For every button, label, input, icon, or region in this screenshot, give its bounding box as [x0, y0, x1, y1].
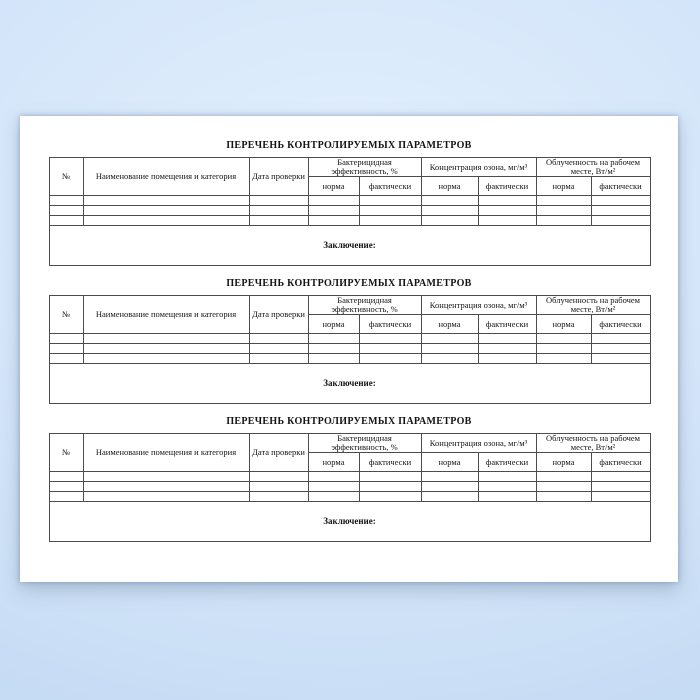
table-cell — [591, 482, 650, 492]
table-cell — [308, 482, 359, 492]
table-cell — [421, 334, 478, 344]
table-cell — [591, 216, 650, 226]
table-cell — [359, 492, 421, 502]
table-cell — [359, 206, 421, 216]
column-header-date: Дата проверки — [249, 434, 308, 472]
column-header-room: Наименование помещения и категория — [83, 296, 249, 334]
table-cell — [359, 216, 421, 226]
table-cell — [421, 216, 478, 226]
table-cell — [591, 344, 650, 354]
subheader-irradiance-norm: норма — [536, 453, 591, 472]
column-header-room: Наименование помещения и категория — [83, 158, 249, 196]
column-group-bactericidal-effectiveness: Бактерицидная эффективность, % — [308, 158, 421, 177]
table-row — [49, 482, 650, 492]
table-cell — [478, 344, 536, 354]
table-row — [49, 344, 650, 354]
table-cell — [249, 354, 308, 364]
parameters-table-block — [49, 416, 650, 542]
subheader-bactericidal-actual: фактически — [359, 177, 421, 196]
table-cell — [249, 334, 308, 344]
column-header-number: № — [49, 434, 83, 472]
column-group-bactericidal-effectiveness: Бактерицидная эффективность, % — [308, 296, 421, 315]
table-cell — [83, 472, 249, 482]
conclusion-label: Заключение: — [323, 240, 376, 250]
conclusion-label: Заключение: — [323, 516, 376, 526]
table-cell — [83, 334, 249, 344]
subheader-ozone-norm: норма — [421, 453, 478, 472]
table-title: ПЕРЕЧЕНЬ КОНТРОЛИРУЕМЫХ ПАРАМЕТРОВ — [226, 416, 472, 427]
conclusion-cell — [49, 226, 650, 266]
table-cell — [49, 492, 83, 502]
table-cell — [536, 216, 591, 226]
table-cell — [591, 334, 650, 344]
table-cell — [536, 334, 591, 344]
subheader-bactericidal-norm: норма — [308, 453, 359, 472]
table-cell — [359, 472, 421, 482]
table-row — [49, 216, 650, 226]
table-cell — [359, 344, 421, 354]
table-row — [49, 196, 650, 206]
table-cell — [49, 216, 83, 226]
column-group-workplace-irradiance: Облученность на рабочем месте, Вт/м² — [536, 296, 650, 315]
table-cell — [536, 354, 591, 364]
conclusion-row — [49, 226, 650, 266]
conclusion-cell — [49, 364, 650, 404]
table-body — [49, 334, 650, 364]
table-cell — [249, 482, 308, 492]
subheader-irradiance-norm: норма — [536, 315, 591, 334]
table-cell — [536, 344, 591, 354]
header-row-main — [49, 296, 650, 315]
table-cell — [421, 482, 478, 492]
subheader-irradiance-actual: фактически — [591, 453, 650, 472]
conclusion-cell — [49, 502, 650, 542]
table-cell — [308, 344, 359, 354]
table-cell — [249, 206, 308, 216]
column-header-date: Дата проверки — [249, 296, 308, 334]
table-cell — [49, 196, 83, 206]
table-cell — [591, 492, 650, 502]
controlled-parameters-table — [49, 157, 651, 266]
column-header-date: Дата проверки — [249, 158, 308, 196]
subheader-bactericidal-norm: норма — [308, 177, 359, 196]
table-cell — [49, 206, 83, 216]
table-cell — [421, 206, 478, 216]
table-cell — [249, 216, 308, 226]
conclusion-label: Заключение: — [323, 378, 376, 388]
table-cell — [249, 196, 308, 206]
table-row — [49, 206, 650, 216]
table-cell — [249, 492, 308, 502]
table-cell — [308, 196, 359, 206]
table-cell — [536, 196, 591, 206]
table-cell — [591, 472, 650, 482]
table-row — [49, 472, 650, 482]
table-cell — [536, 472, 591, 482]
table-cell — [421, 492, 478, 502]
header-row-main — [49, 158, 650, 177]
table-cell — [308, 472, 359, 482]
table-cell — [478, 216, 536, 226]
header-row-main — [49, 434, 650, 453]
table-cell — [591, 354, 650, 364]
document-page — [20, 116, 678, 582]
column-header-room: Наименование помещения и категория — [83, 434, 249, 472]
column-header-number: № — [49, 296, 83, 334]
table-cell — [359, 354, 421, 364]
table-cell — [359, 482, 421, 492]
table-cell — [359, 196, 421, 206]
table-cell — [478, 354, 536, 364]
table-cell — [421, 472, 478, 482]
table-cell — [478, 482, 536, 492]
table-cell — [536, 492, 591, 502]
column-group-workplace-irradiance: Облученность на рабочем месте, Вт/м² — [536, 434, 650, 453]
subheader-ozone-norm: норма — [421, 177, 478, 196]
table-cell — [591, 196, 650, 206]
table-cell — [83, 492, 249, 502]
controlled-parameters-table — [49, 295, 651, 404]
subheader-ozone-norm: норма — [421, 315, 478, 334]
table-cell — [308, 492, 359, 502]
table-cell — [49, 334, 83, 344]
table-cell — [83, 354, 249, 364]
table-cell — [478, 492, 536, 502]
subheader-ozone-actual: фактически — [478, 453, 536, 472]
column-group-ozone-concentration: Концентрация озона, мг/м³ — [421, 158, 536, 177]
table-cell — [83, 482, 249, 492]
table-cell — [249, 344, 308, 354]
table-cell — [308, 206, 359, 216]
column-group-ozone-concentration: Концентрация озона, мг/м³ — [421, 296, 536, 315]
subheader-irradiance-norm: норма — [536, 177, 591, 196]
subheader-ozone-actual: фактически — [478, 177, 536, 196]
conclusion-row — [49, 502, 650, 542]
column-group-workplace-irradiance: Облученность на рабочем месте, Вт/м² — [536, 158, 650, 177]
table-cell — [359, 334, 421, 344]
subheader-irradiance-actual: фактически — [591, 177, 650, 196]
table-cell — [83, 216, 249, 226]
table-title: ПЕРЕЧЕНЬ КОНТРОЛИРУЕМЫХ ПАРАМЕТРОВ — [226, 278, 472, 289]
table-body — [49, 472, 650, 502]
column-header-number: № — [49, 158, 83, 196]
table-row — [49, 354, 650, 364]
table-body — [49, 196, 650, 226]
controlled-parameters-table — [49, 433, 651, 542]
table-cell — [83, 196, 249, 206]
table-row — [49, 492, 650, 502]
table-cell — [478, 206, 536, 216]
table-cell — [308, 334, 359, 344]
table-cell — [83, 344, 249, 354]
table-cell — [478, 334, 536, 344]
subheader-bactericidal-actual: фактически — [359, 315, 421, 334]
table-cell — [478, 196, 536, 206]
table-cell — [421, 196, 478, 206]
table-cell — [421, 344, 478, 354]
table-cell — [83, 206, 249, 216]
subheader-ozone-actual: фактически — [478, 315, 536, 334]
table-cell — [591, 206, 650, 216]
subheader-irradiance-actual: фактически — [591, 315, 650, 334]
parameters-table-block — [49, 140, 650, 266]
table-cell — [308, 216, 359, 226]
table-cell — [308, 354, 359, 364]
subheader-bactericidal-norm: норма — [308, 315, 359, 334]
table-cell — [478, 472, 536, 482]
table-title: ПЕРЕЧЕНЬ КОНТРОЛИРУЕМЫХ ПАРАМЕТРОВ — [226, 140, 472, 151]
table-cell — [49, 482, 83, 492]
table-cell — [536, 206, 591, 216]
table-cell — [49, 472, 83, 482]
table-cell — [249, 472, 308, 482]
table-row — [49, 334, 650, 344]
table-cell — [49, 354, 83, 364]
subheader-bactericidal-actual: фактически — [359, 453, 421, 472]
parameters-table-block — [49, 278, 650, 404]
table-cell — [536, 482, 591, 492]
conclusion-row — [49, 364, 650, 404]
column-group-ozone-concentration: Концентрация озона, мг/м³ — [421, 434, 536, 453]
table-cell — [421, 354, 478, 364]
column-group-bactericidal-effectiveness: Бактерицидная эффективность, % — [308, 434, 421, 453]
table-cell — [49, 344, 83, 354]
